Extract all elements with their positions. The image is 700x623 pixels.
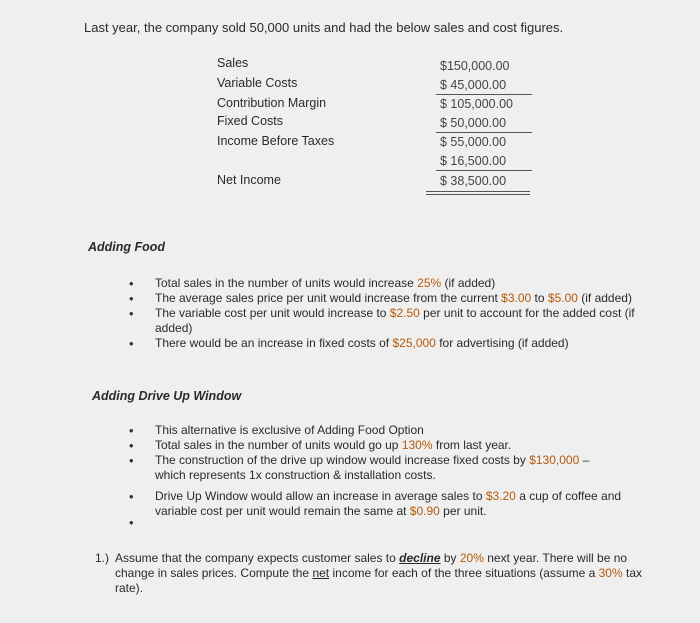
fixed-costs-underline bbox=[436, 132, 532, 133]
question-text: Assume that the company expects customer sales to decline by 20% next year. There will be no change in sales prices. Compute the net income for each of the three situations (assume a 30% tax rate). bbox=[115, 551, 642, 595]
question-1 bbox=[95, 551, 655, 596]
sales-value: $150,000.00 bbox=[440, 59, 510, 73]
sales-label: Sales bbox=[217, 56, 249, 70]
variable-costs-label: Variable Costs bbox=[217, 76, 298, 90]
taxes-value: $ 16,500.00 bbox=[440, 154, 507, 168]
list-item: • The variable cost per unit would increase to $2.50 per unit to account for the added cost (if added) bbox=[127, 306, 647, 336]
intro-text: Last year, the company sold 50,000 units and had the below sales and cost figures. bbox=[84, 20, 564, 35]
fixed-costs-label: Fixed Costs bbox=[217, 114, 283, 128]
taxes-underline bbox=[436, 170, 532, 171]
income-before-taxes-label: Income Before Taxes bbox=[217, 134, 335, 148]
net-income-value: $ 38,500.00 bbox=[440, 174, 507, 188]
list-item: • This alternative is exclusive of Adding Food Option bbox=[127, 423, 632, 438]
net-income-label: Net Income bbox=[217, 173, 281, 187]
list-item: • Total sales in the number of units would increase 25% (if added) bbox=[127, 276, 647, 291]
contribution-margin-label: Contribution Margin bbox=[217, 96, 327, 110]
fixed-costs-value: $ 50,000.00 bbox=[440, 116, 507, 130]
list-item: • Drive Up Window would allow an increase in average sales to $3.20 a cup of coffee and variable cost per unit would remain the same at $0.90 per unit. bbox=[127, 489, 632, 519]
net-income-double-underline-2 bbox=[426, 194, 530, 195]
adding-food-list bbox=[127, 276, 647, 351]
net-income-double-underline bbox=[426, 191, 530, 192]
drive-up-list bbox=[127, 423, 632, 519]
question-number: 1.) bbox=[95, 551, 110, 565]
drive-up-title: Adding Drive Up Window bbox=[92, 389, 242, 403]
variable-costs-underline bbox=[436, 94, 532, 95]
adding-food-title: Adding Food bbox=[88, 240, 166, 254]
variable-costs-value: $ 45,000.00 bbox=[440, 78, 507, 92]
contribution-margin-value: $ 105,000.00 bbox=[440, 97, 513, 111]
empty-bullet: • bbox=[129, 515, 134, 530]
list-item: • There would be an increase in fixed costs of $25,000 for advertising (if added) bbox=[127, 336, 647, 351]
income-before-taxes-value: $ 55,000.00 bbox=[440, 135, 507, 149]
list-item: • The construction of the drive up window would increase fixed costs by $130,000 – which represents 1x construction & installation costs. bbox=[127, 453, 632, 483]
list-item: • The average sales price per unit would increase from the current $3.00 to $5.00 (if added) bbox=[127, 291, 647, 306]
list-item: • Total sales in the number of units would go up 130% from last year. bbox=[127, 438, 632, 453]
